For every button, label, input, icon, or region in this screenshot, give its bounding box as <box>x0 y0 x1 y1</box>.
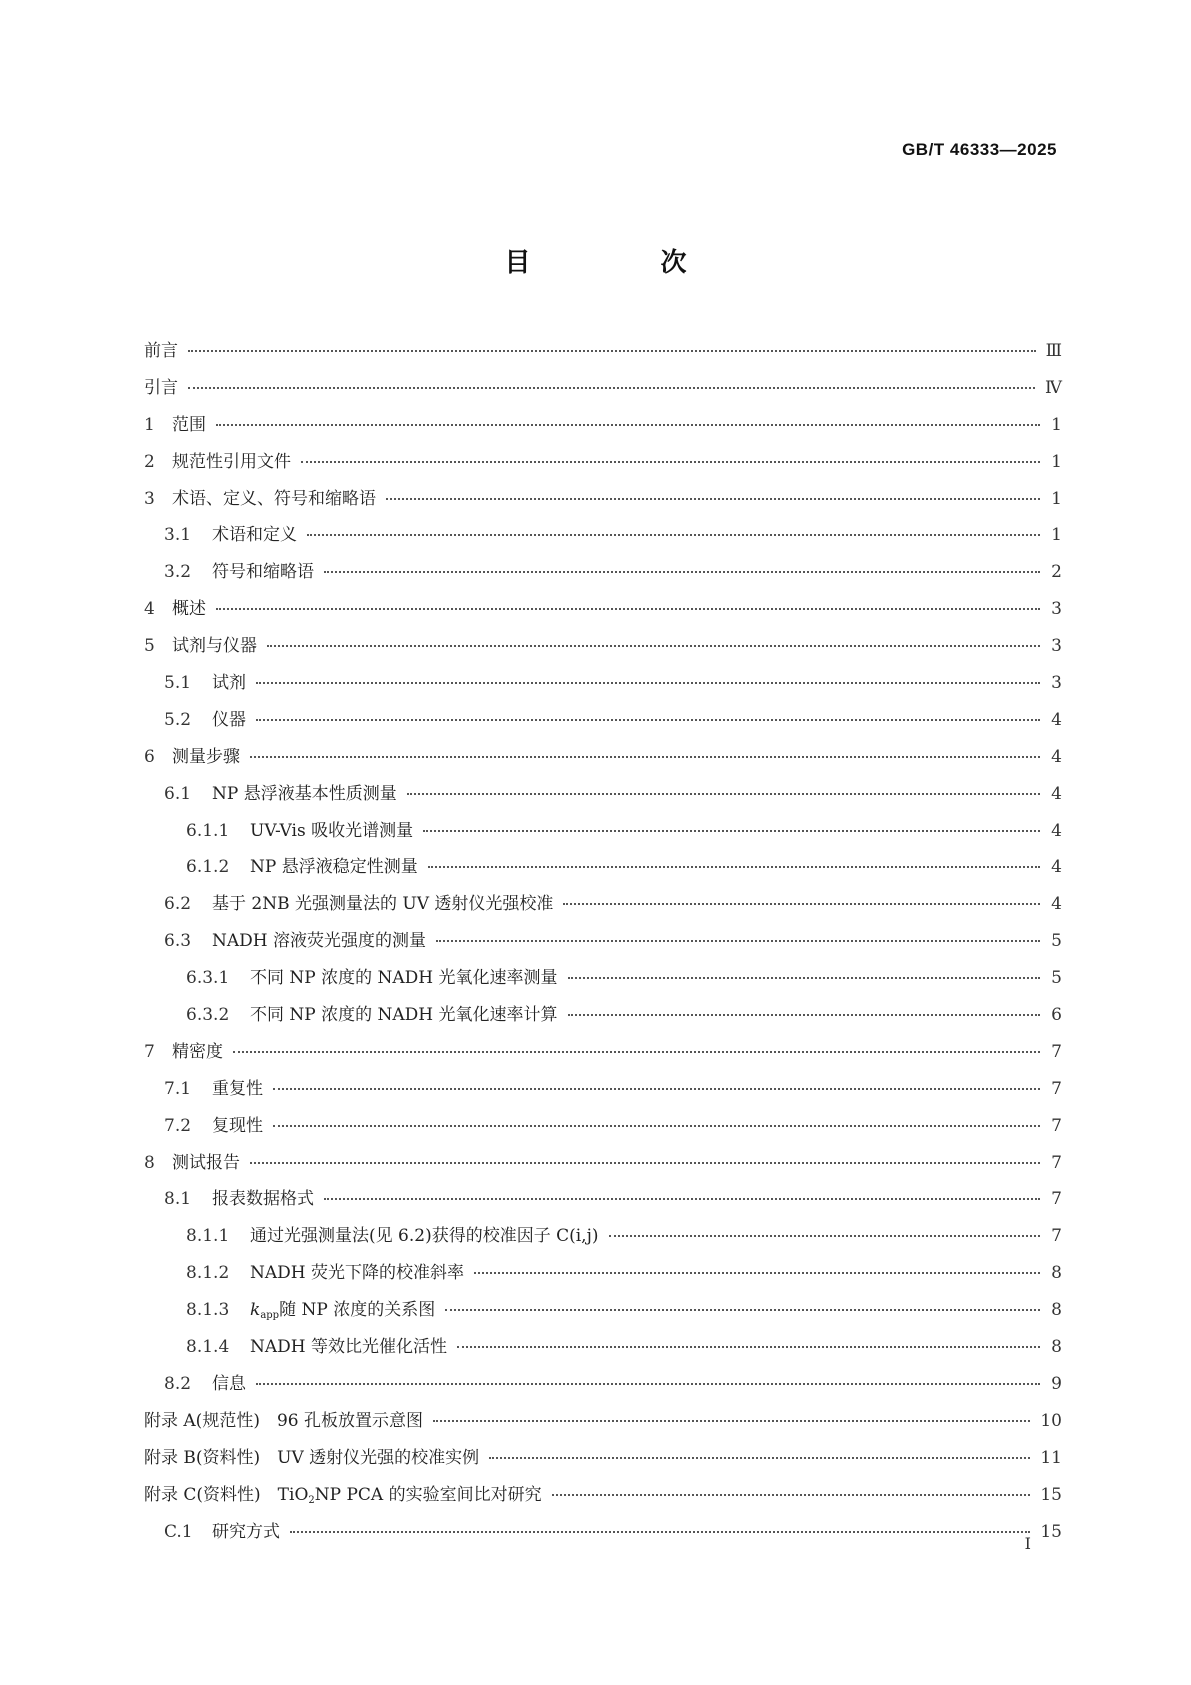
toc-entry[interactable] <box>144 484 1062 521</box>
toc-entry-title <box>212 1111 263 1136</box>
toc-entry[interactable] <box>144 779 1062 816</box>
dot-leader <box>250 1162 1040 1164</box>
toc-entry-title <box>250 816 413 841</box>
toc-entry-number: 3 <box>144 488 155 509</box>
toc-entry-number: 8 <box>144 1152 155 1173</box>
toc-entry-number: 5.2 <box>164 709 192 730</box>
toc-entry[interactable] <box>144 742 1062 779</box>
toc-entry[interactable] <box>144 520 1062 557</box>
toc-entry-title-text: 复现性 <box>212 1115 263 1136</box>
toc-entry-title <box>172 447 291 472</box>
toc-entry-number: 8.1.1 <box>186 1226 230 1247</box>
toc-entry-number: 7.2 <box>164 1115 192 1136</box>
toc-entry-title-text: UV-Vis 吸收光谱测量 <box>250 820 414 841</box>
toc-entry-title-text: 报表数据格式 <box>212 1189 314 1210</box>
toc-entry-title-text: 测试报告 <box>172 1152 240 1173</box>
toc-entry-title <box>212 1074 263 1099</box>
toc-entry-title-text: 精密度 <box>172 1041 223 1062</box>
toc-entry-number: 6 <box>144 746 155 767</box>
toc-entry-title-text: 附录 C(资料性) TiO <box>144 1484 309 1505</box>
toc-entry-title <box>212 1369 246 1394</box>
toc-entry-page: 7 <box>1051 1041 1062 1062</box>
toc-entry-page: 3 <box>1051 673 1062 694</box>
toc-entry-page: 5 <box>1051 931 1062 952</box>
toc-entry-page: 7 <box>1051 1226 1062 1247</box>
toc-entry-number: 2 <box>144 451 155 472</box>
toc-entry-page: 7 <box>1051 1152 1062 1173</box>
toc-entry-title <box>172 742 240 767</box>
toc-entry-page: 5 <box>1051 968 1062 989</box>
dot-leader <box>563 903 1040 905</box>
toc-entry-title-text: 重复性 <box>212 1078 263 1099</box>
dot-leader <box>489 1457 1030 1459</box>
toc-entry-title <box>144 336 178 361</box>
toc-entry[interactable] <box>144 668 1062 705</box>
toc-entry-page: 1 <box>1051 488 1062 509</box>
dot-leader <box>386 498 1040 500</box>
toc-entry-page: 7 <box>1051 1078 1062 1099</box>
toc-entry-number: 7.1 <box>164 1078 192 1099</box>
toc-entry-title-text: NADH 等效比光催化活性 <box>250 1337 448 1358</box>
toc-entry-title-text: 试剂 <box>212 673 246 694</box>
toc-entry-number: 8.1.2 <box>186 1263 230 1284</box>
toc-entry-title <box>144 1480 542 1506</box>
toc-entry-page: 4 <box>1051 783 1062 804</box>
dot-leader <box>457 1346 1040 1348</box>
toc-entry[interactable] <box>144 410 1062 447</box>
toc-entry-title <box>212 889 553 914</box>
toc-entry-title <box>250 1258 464 1283</box>
toc-entry-title <box>212 668 246 693</box>
dot-leader <box>609 1235 1041 1237</box>
toc-entry-title-text: NP 悬浮液基本性质测量 <box>212 783 397 804</box>
toc-entry[interactable] <box>144 557 1062 594</box>
toc-entry-title-text: 附录 A(规范性) 96 孔板放置示意图 <box>144 1410 423 1431</box>
toc-entry[interactable] <box>144 963 1062 1000</box>
toc-entry-title <box>250 852 418 877</box>
toc-entry[interactable] <box>144 1517 1062 1554</box>
toc-entry-title <box>250 963 558 988</box>
toc-entry-title-text: 研究方式 <box>212 1521 280 1542</box>
dot-leader <box>307 534 1040 536</box>
toc-entry-page: 10 <box>1040 1410 1062 1431</box>
dot-leader <box>290 1531 1030 1533</box>
toc-entry-title <box>172 594 206 619</box>
toc-entry-number: 6.3 <box>164 931 192 952</box>
toc-entry[interactable] <box>144 1148 1062 1185</box>
dot-leader <box>267 645 1040 647</box>
dot-leader <box>423 830 1040 832</box>
toc-entry-number: 8.2 <box>164 1373 192 1394</box>
toc-entry[interactable] <box>144 594 1062 631</box>
toc-entry-title-text: 信息 <box>212 1373 246 1394</box>
toc-entry-page: 11 <box>1040 1447 1062 1468</box>
dot-leader <box>233 1051 1040 1053</box>
toc-entry-page: Ⅳ <box>1045 377 1062 398</box>
dot-leader <box>552 1494 1031 1496</box>
toc-entry-title-text: 规范性引用文件 <box>172 451 291 472</box>
toc-entry[interactable] <box>144 631 1062 668</box>
dot-leader <box>188 350 1036 352</box>
toc-entry-number: 8.1 <box>164 1189 192 1210</box>
dot-leader <box>324 571 1040 573</box>
toc-entry-page: 1 <box>1051 525 1062 546</box>
toc-entry[interactable] <box>144 1000 1062 1037</box>
toc-entry[interactable] <box>144 705 1062 742</box>
toc-entry-number: 6.1.2 <box>186 857 230 878</box>
toc-entry-number: 7 <box>144 1041 155 1062</box>
toc-entry-page: 3 <box>1051 636 1062 657</box>
toc-entry-number: C.1 <box>164 1521 193 1542</box>
toc-entry-page: 4 <box>1051 820 1062 841</box>
toc-entry[interactable] <box>144 1480 1062 1517</box>
toc-entry-number: 1 <box>144 414 155 435</box>
toc-entry-title <box>172 1037 223 1062</box>
toc-entry-page: 15 <box>1040 1521 1062 1542</box>
toc-entry[interactable] <box>144 1221 1062 1258</box>
toc-entry-number: 6.1 <box>164 783 192 804</box>
dot-leader <box>324 1198 1040 1200</box>
toc-entry-title-text: NP PCA 的实验室间比对研究 <box>314 1484 542 1505</box>
toc-entry-number: 3.2 <box>164 562 192 583</box>
toc-entry-title-text: 引言 <box>144 377 178 398</box>
toc-entry-page: Ⅲ <box>1045 341 1062 361</box>
dot-leader <box>188 387 1035 389</box>
toc-entry-title-text: 不同 NP 浓度的 NADH 光氧化速率计算 <box>250 1005 558 1026</box>
toc-entry-title <box>212 926 426 951</box>
toc-entry-number: 5.1 <box>164 673 192 694</box>
toc-entry-title <box>250 1332 447 1357</box>
dot-leader <box>273 1125 1040 1127</box>
toc-entry-title <box>172 410 206 435</box>
toc-entry[interactable] <box>144 1369 1062 1406</box>
toc-entry[interactable] <box>144 816 1062 853</box>
toc-entry-title <box>144 373 178 398</box>
toc-entry[interactable] <box>144 926 1062 963</box>
toc-entry-page: 8 <box>1051 1337 1062 1358</box>
toc-entry-page: 7 <box>1051 1189 1062 1210</box>
toc-entry-title-text: 通过光强测量法(见 6.2)获得的校准因子 C(i,j) <box>250 1226 599 1247</box>
dot-leader <box>216 424 1040 426</box>
toc-entry-page: 9 <box>1051 1373 1062 1394</box>
toc-entry-title-text: 符号和缩略语 <box>212 562 314 583</box>
dot-leader <box>474 1272 1040 1274</box>
toc-entry-title-text: 随 NP 浓度的关系图 <box>279 1300 436 1321</box>
dot-leader <box>436 940 1040 942</box>
toc-entry-number: 6.3.2 <box>186 1005 230 1026</box>
toc-entry-page: 8 <box>1051 1300 1062 1321</box>
toc-entry-title-text: 基于 2NB 光强测量法的 UV 透射仪光强校准 <box>212 894 554 915</box>
dot-leader <box>256 1383 1040 1385</box>
toc-entry[interactable] <box>144 852 1062 889</box>
toc-entry-title <box>250 1295 435 1321</box>
toc-entry-subscript: 2 <box>308 1494 315 1506</box>
dot-leader <box>428 866 1040 868</box>
toc-entry[interactable] <box>144 1406 1062 1443</box>
page-title: 目 次 <box>504 248 739 278</box>
toc-entry-title-text: NP 悬浮液稳定性测量 <box>250 857 418 878</box>
toc-entry-title-text: 附录 B(资料性) UV 透射仪光强的校准实例 <box>144 1447 480 1468</box>
toc-entry-title <box>212 1184 314 1209</box>
toc-entry-page: 4 <box>1051 746 1062 767</box>
toc-entry-title-text: 术语、定义、符号和缩略语 <box>172 488 376 509</box>
standard-number: GB/T 46333—2025 <box>902 140 1057 159</box>
toc-entry-title-text: NADH 溶液荧光强度的测量 <box>212 931 427 952</box>
toc-entry-number: 5 <box>144 636 155 657</box>
dot-leader <box>568 977 1040 979</box>
dot-leader <box>445 1309 1040 1311</box>
toc-entry[interactable] <box>144 1258 1062 1295</box>
toc-entry-title <box>212 557 314 582</box>
toc-entry-title <box>144 1406 423 1431</box>
toc-entry-page: 15 <box>1040 1484 1062 1505</box>
toc-entry[interactable] <box>144 373 1062 410</box>
toc-entry[interactable] <box>144 889 1062 926</box>
toc-entry-number: 6.2 <box>164 894 192 915</box>
toc-entry-subscript: app <box>260 1310 280 1322</box>
toc-entry-title-text: 术语和定义 <box>212 525 297 546</box>
toc-entry-title-text: 概述 <box>172 599 206 620</box>
toc-entry[interactable] <box>144 1074 1062 1111</box>
toc-entry-title-text: 测量步骤 <box>172 746 240 767</box>
toc-entry-title-text: 范围 <box>172 414 206 435</box>
toc-entry-title <box>212 520 297 545</box>
toc-entry[interactable] <box>144 1443 1062 1480</box>
toc-entry-title <box>212 705 246 730</box>
page-number: I <box>1024 1534 1031 1553</box>
toc-entry-title <box>212 1517 280 1542</box>
dot-leader <box>216 608 1040 610</box>
toc-entry-page: 7 <box>1051 1115 1062 1136</box>
toc-entry-page: 1 <box>1051 414 1062 435</box>
dot-leader <box>301 461 1040 463</box>
toc-entry-page: 8 <box>1051 1263 1062 1284</box>
dot-leader <box>273 1088 1040 1090</box>
toc-entry-page: 3 <box>1051 599 1062 620</box>
toc-entry-title <box>212 779 397 804</box>
toc-entry-title-text: NADH 荧光下降的校准斜率 <box>250 1263 465 1284</box>
toc-entry-title <box>250 1000 558 1025</box>
toc-entry-title <box>172 631 257 656</box>
toc-entry-number: 6.1.1 <box>186 820 230 841</box>
toc-entry-title <box>144 1443 479 1468</box>
toc-entry[interactable] <box>144 1037 1062 1074</box>
toc-entry-page: 4 <box>1051 894 1062 915</box>
toc-entry-title-text: k <box>250 1300 261 1321</box>
toc-entry[interactable] <box>144 447 1062 484</box>
toc-entry-title-text: 前言 <box>144 341 178 361</box>
toc-entry-number: 3.1 <box>164 525 192 546</box>
toc-entry-title-text: 试剂与仪器 <box>172 636 257 657</box>
dot-leader <box>250 756 1040 758</box>
table-of-contents <box>144 336 1062 1553</box>
toc-entry-title <box>250 1221 599 1246</box>
toc-entry-number: 8.1.4 <box>186 1337 230 1358</box>
toc-entry-title <box>172 484 376 509</box>
toc-entry[interactable] <box>144 1332 1062 1369</box>
dot-leader <box>433 1420 1030 1422</box>
toc-entry-page: 4 <box>1051 709 1062 730</box>
toc-entry-title-text: 仪器 <box>212 709 246 730</box>
toc-entry[interactable] <box>144 336 1062 373</box>
toc-entry-title-text: 不同 NP 浓度的 NADH 光氧化速率测量 <box>250 968 558 989</box>
toc-entry-page: 2 <box>1051 562 1062 583</box>
dot-leader <box>407 793 1040 795</box>
dot-leader <box>256 682 1040 684</box>
toc-entry-page: 4 <box>1051 857 1062 878</box>
toc-entry[interactable] <box>144 1295 1062 1332</box>
toc-entry-number: 6.3.1 <box>186 968 230 989</box>
toc-entry[interactable] <box>144 1111 1062 1148</box>
toc-entry-number: 8.1.3 <box>186 1300 230 1321</box>
toc-entry-page: 1 <box>1051 451 1062 472</box>
toc-entry[interactable] <box>144 1184 1062 1221</box>
toc-entry-title <box>172 1148 240 1173</box>
toc-entry-number: 4 <box>144 599 155 620</box>
dot-leader <box>256 719 1040 721</box>
toc-entry-page: 6 <box>1051 1005 1062 1026</box>
dot-leader <box>568 1014 1040 1016</box>
